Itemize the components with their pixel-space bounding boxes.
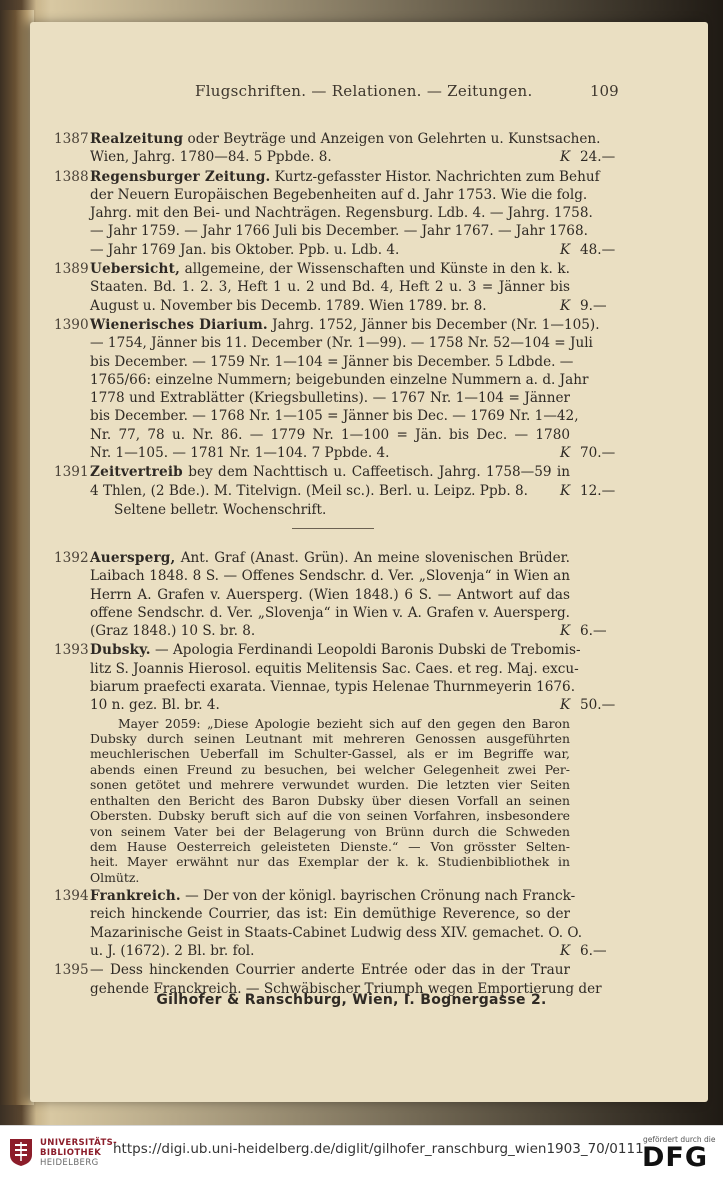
viewer-bottom-bar [0, 1125, 723, 1180]
entry-text: oder Beyträge und Anzeigen von Gelehrten u. Kunstsachen. [183, 131, 601, 147]
entry-line [90, 696, 616, 714]
entry-line [90, 482, 616, 500]
logo-line-2: BIBLIOTHEK [40, 1148, 102, 1158]
currency-mark: K [560, 697, 571, 714]
price-amount: 9.— [580, 297, 607, 314]
entry-text: — Apologia Ferdinandi Leopoldi Baronis Dubski de Trebomis- [150, 642, 581, 659]
entry-line [90, 334, 593, 352]
entry-text: Kurtz-gefasster Histor. Nachrichten zum Behuf [270, 168, 600, 185]
entry-line [90, 444, 616, 462]
entry-text: u. J. (1672). 2 Bl. br. fol. [90, 943, 255, 960]
entry-number: 1391 [54, 464, 89, 481]
entry-text: Nr. 77, 78 u. Nr. 86. — 1779 Nr. 1—100 = Jän. bis Dec. — 1780 [90, 426, 570, 443]
entry-line [90, 389, 570, 407]
entry-text: Mazarinische Geist in Staats-Cabinet Ludwig dess XIV. gemachet. O. O. [90, 924, 583, 941]
entry-line [90, 371, 589, 389]
entry-number: 1395 [54, 962, 89, 979]
entry-line [90, 204, 593, 222]
library-logo-text[interactable] [40, 1138, 117, 1168]
entry-line [90, 148, 616, 166]
entry-line [90, 407, 579, 425]
price-amount: 50.— [580, 697, 616, 714]
catalog-entry [0, 168, 616, 259]
catalog-entry [0, 463, 616, 500]
entry-line [90, 463, 570, 481]
permalink-url[interactable]: https://digi.ub.uni-heidelberg.de/diglit/gilhofer_ranschburg_wien1903_70/0111 [113, 1141, 644, 1157]
entry-text: 1778 und Extrablätter (Kriegsbulletins). — 1767 Nr. 1—104 = Jänner [90, 390, 570, 407]
entry-line [90, 660, 579, 678]
entry-line [90, 260, 570, 278]
note-line: dem Hause Oesterreich geleisteten Dienste.“ — Von grösster Selten- [90, 838, 570, 854]
entry-number: 1394 [54, 888, 89, 905]
entry-number: 1387 [54, 131, 89, 147]
currency-mark: K [560, 482, 571, 499]
entry-text: August u. November bis Decemb. 1789. Wien 1789. br. 8. [90, 297, 487, 314]
entry-text: 1765/66: einzelne Nummern; beigebunden einzelne Nummern a. d. Jahr [90, 371, 589, 388]
entry-line [90, 961, 570, 979]
entry-text: Herrn A. Grafen v. Auersperg. (Wien 1848.) 6 S. — Antwort auf das [90, 586, 570, 603]
catalog-entry [0, 549, 607, 640]
currency-mark: K [560, 445, 571, 462]
entry-line [90, 186, 588, 204]
entry-text: 4 Thlen, (2 Bde.). M. Titelvign. (Meil sc.). Berl. u. Leipz. Ppb. 8. [90, 482, 528, 499]
entry-text: bis December. — 1759 Nr. 1—104 = Jänner bis December. 5 Ldbde. — [90, 353, 574, 370]
entry-text: gehende Franckreich. — Schwäbischer Triumph wegen Emportierung der [90, 980, 602, 997]
entry-number: 1389 [54, 261, 89, 278]
entry-heading: Uebersicht, [90, 261, 181, 278]
price-amount: 6.— [580, 943, 607, 960]
entry-line [90, 887, 576, 905]
entry-line [90, 641, 581, 659]
entry-line [90, 622, 607, 640]
note-line: enthalten den Bericht des Baron Dubsky über diesen Vorfall an seinen [90, 792, 570, 808]
page-header [0, 82, 723, 104]
entry-number: 1393 [54, 642, 89, 659]
note-line: meuchlerischen Ueberfall im Schulter-Gassel, als er im Begriffe war, [90, 746, 570, 762]
entry-text: offene Sendschr. d. Ver. „Slovenja“ in Wien v. A. Grafen v. Auersperg. [90, 604, 570, 621]
page-number: 109 [590, 82, 619, 100]
note-line: von seinem Vater bei der Belagerung von Brünn durch die Schweden [90, 823, 570, 839]
entry-price [560, 622, 607, 640]
entry-heading: Zeitvertreib [90, 464, 183, 481]
entry-text: allgemeine, der Wissenschaften und Künste in den k. k. [180, 261, 570, 278]
entry-text: litz S. Joannis Hierosol. equitis Melitensis Sac. Caes. et reg. Maj. excu- [90, 660, 579, 677]
entry-text: biarum praefecti exarata. Viennae, typis Helenae Thurnmeyerin 1676. [90, 679, 576, 696]
entry-price [560, 942, 607, 960]
funded-by-label: gefördert durch die [643, 1135, 716, 1144]
entry-remark: Seltene belletr. Wochenschrift. [114, 501, 327, 518]
currency-mark: K [560, 241, 571, 258]
running-title: Flugschriften. — Relationen. — Zeitungen. [195, 82, 533, 100]
entry-price [560, 241, 616, 259]
entry-number: 1390 [54, 316, 89, 333]
entry-text: Ant. Graf (Anast. Grün). An meine slovenischen Brüder. [175, 550, 570, 566]
entry-text: Nr. 1—105. — 1781 Nr. 1—104. 7 Ppbde. 4. [90, 445, 390, 462]
note-line: Olmütz. [90, 869, 140, 885]
entry-line [90, 924, 583, 942]
entry-price [560, 297, 607, 315]
entry-text: — Jahr 1759. — Jahr 1766 Juli bis December. — Jahr 1767. — Jahr 1768. [90, 223, 588, 240]
entry-line [90, 278, 570, 296]
catalog-entries-bottom [0, 549, 723, 999]
section-divider [292, 528, 374, 529]
currency-mark: K [560, 149, 571, 166]
entry-text: 10 n. gez. Bl. br. 4. [90, 697, 220, 714]
university-seal-icon[interactable] [8, 1137, 34, 1167]
currency-mark: K [560, 943, 571, 960]
entry-text: (Graz 1848.) 10 S. br. 8. [90, 623, 256, 640]
logo-line-3: HEIDELBERG [40, 1158, 99, 1168]
entry-line [90, 604, 570, 622]
entry-text: bis December. — 1768 Nr. 1—105 = Jänner bis Dec. — 1769 Nr. 1—42, [90, 408, 579, 425]
entry-line [90, 426, 570, 444]
entry-text: — Der von der königl. bayrischen Crönung nach Franck- [180, 888, 576, 905]
price-amount: 12.— [580, 482, 616, 499]
note-line: heit. Mayer erwähnt nur das Exemplar der k. k. Studienbibliothek in [90, 854, 570, 870]
entry-line [90, 353, 574, 371]
entry-line [90, 678, 576, 696]
note-line: Dubsky durch seinen Leutnant mit mehreren Genossen ausgeführten [90, 731, 570, 747]
entry-text: bey dem Nachttisch u. Caffeetisch. Jahrg. 1758—59 in [182, 464, 570, 481]
entry-line [90, 586, 570, 604]
entry-text: reich hinckende Courrier, das ist: Ein demüthige Reverence, so der [90, 906, 570, 923]
entry-price [560, 482, 616, 500]
entry-line [90, 316, 600, 334]
entry-heading: Realzeitung [90, 131, 184, 147]
entry-text: — Dess hinckenden Courrier anderte Entrée oder das in der Traur [90, 962, 570, 979]
price-amount: 70.— [580, 445, 616, 462]
publisher-footer [0, 992, 723, 1008]
price-amount: 24.— [580, 149, 616, 166]
entry-line [90, 241, 616, 259]
entry-line [90, 567, 570, 585]
price-amount: 6.— [580, 623, 607, 640]
catalog-entry [0, 316, 616, 462]
entry-heading: Auersperg, [90, 550, 176, 566]
entry-heading: Wienerisches Diarium. [90, 316, 268, 333]
catalog-entry [0, 641, 616, 714]
dfg-logo[interactable]: DFG [642, 1142, 709, 1173]
note-line: Obersten. Dubsky beruft sich auf die von seinen Vorfahren, insbesondere [90, 808, 570, 824]
entry-line [90, 222, 588, 240]
catalog-entry [0, 130, 616, 167]
note-line: Mayer 2059: „Diese Apologie bezieht sich auf den gegen den Baron [118, 715, 570, 731]
publisher-address: Gilhofer & Ranschburg, Wien, I. Bognergasse 2. [156, 992, 547, 1008]
currency-mark: K [560, 623, 571, 640]
entry-heading: Dubsky. [90, 642, 151, 659]
currency-mark: K [560, 297, 571, 314]
entry-line [90, 130, 601, 148]
entry-heading: Frankreich. [90, 888, 181, 905]
price-amount: 48.— [580, 241, 616, 258]
catalog-entries-top [0, 130, 723, 519]
entry-line [90, 905, 570, 923]
entry-text: Staaten. Bd. 1. 2. 3, Heft 1 u. 2 und Bd. 4, Heft 2 u. 3 = Jänner bis [90, 279, 570, 296]
entry-heading: Regensburger Zeitung. [90, 168, 271, 185]
note-line: abends einen Freund zu besuchen, bei welcher Gelegenheit zwei Per- [90, 761, 570, 777]
entry-price [560, 148, 616, 166]
entry-price [560, 696, 616, 714]
catalog-entry [0, 260, 607, 315]
entry-number: 1392 [54, 550, 89, 566]
entry-number: 1388 [54, 168, 89, 185]
entry-text: — Jahr 1769 Jan. bis Oktober. Ppb. u. Ldb. 4. [90, 241, 400, 258]
catalog-entry [0, 887, 607, 960]
entry-line [90, 549, 570, 567]
entry-text: Wien, Jahrg. 1780—84. 5 Ppbde. 8. [90, 149, 332, 166]
entry-price [560, 444, 616, 462]
entry-text: Laibach 1848. 8 S. — Offenes Sendschr. d. Ver. „Slovenja“ in Wien an [90, 568, 570, 585]
logo-line-1: UNIVERSITÄTS- [40, 1138, 118, 1148]
entry-text: Jahrg. 1752, Jänner bis December (Nr. 1—105). [267, 316, 600, 333]
entry-line [90, 168, 600, 186]
entry-line [90, 297, 607, 315]
bibliographic-note [0, 716, 570, 885]
entry-text: Jahrg. mit den Bei- und Nachträgen. Regensburg. Ldb. 4. — Jahrg. 1758. [90, 205, 593, 222]
note-line: sonen getötet und mehrere verwundet wurden. Die letzten vier Seiten [90, 777, 570, 793]
entry-text: — 1754, Jänner bis 11. December (Nr. 1—99). — 1758 Nr. 52—104 = Juli [90, 335, 593, 352]
entry-text: der Neuern Europäischen Begebenheiten auf d. Jahr 1753. Wie die folg. [90, 186, 588, 203]
entry-line [90, 942, 607, 960]
